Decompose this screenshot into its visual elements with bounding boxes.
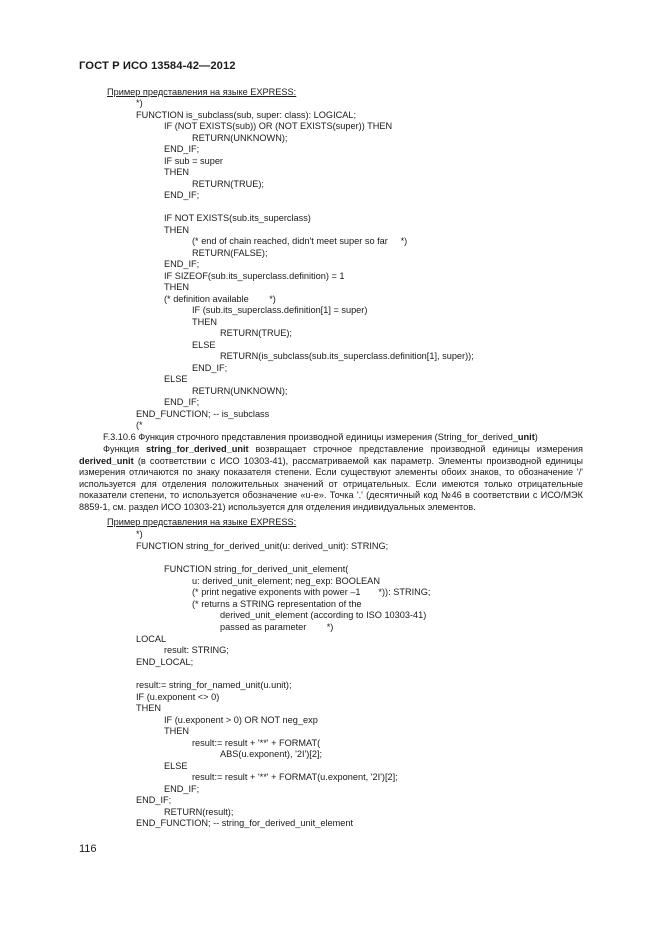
code-line: RETURN(is_subclass(sub.its_superclass.definition[1], super));	[220, 351, 474, 361]
code-line: (* print negative exponents with power –1 *)): STRING;	[192, 587, 431, 597]
parameter-name: derived_unit	[79, 455, 134, 466]
section-heading-bold: unit	[517, 432, 535, 442]
code-line: (* end of chain reached, didn't meet super so far *)	[192, 236, 408, 246]
code-line: *)	[136, 98, 143, 108]
code-line: IF (u.exponent <> 0)	[136, 692, 220, 702]
code-line: END_LOCAL;	[136, 657, 194, 667]
code-line: END_IF;	[164, 259, 200, 269]
code-line: THEN	[164, 726, 190, 736]
code-line: END_IF;	[164, 397, 200, 407]
example-label: Пример представления на языке EXPRESS:	[107, 517, 297, 527]
example-label: Пример представления на языке EXPRESS:	[107, 87, 297, 97]
code-line: (* returns a STRING representation of the	[192, 599, 362, 609]
code-line: THEN	[164, 167, 190, 177]
code-line: END_FUNCTION; -- string_for_derived_unit_element	[136, 818, 354, 828]
section-heading-close: )	[534, 432, 538, 442]
code-line: result: STRING;	[164, 645, 229, 655]
code-line: IF (NOT EXISTS(sub)) OR (NOT EXISTS(super)) THEN	[164, 121, 393, 131]
function-name: string_for_derived_unit	[145, 444, 249, 454]
code-line: RETURN(TRUE);	[220, 328, 292, 338]
code-line: FUNCTION string_for_derived_unit(u: derived_unit): STRING;	[136, 541, 389, 551]
code-line: END_IF;	[192, 363, 228, 373]
code-line: ABS(u.exponent), '2I')[2];	[220, 749, 323, 759]
code-line: THEN	[136, 703, 162, 713]
code-line: IF NOT EXISTS(sub.its_superclass)	[164, 213, 311, 223]
code-line: *)	[136, 529, 143, 539]
code-line: ELSE	[192, 340, 216, 350]
code-line: result:= result + '**' + FORMAT(u.exponent, '2I')[2];	[192, 772, 398, 782]
code-line: passed as parameter *)	[220, 622, 334, 632]
code-line: RETURN(UNKNOWN);	[192, 133, 288, 143]
paragraph-rest: (в соответствии с ИСО 10303-41), рассматриваемой как параметр. Элементы производной единицы измерения отличаются по знаку показателя степени. Если существуют элементы обоих знаков, то обозначение '/' используется для отделения положительных значений от отрицательных. Если имеются только отрицательные показатели степени, то используется обозначение «u-e». Точка '.' (десятичный код №46 в соответствии с ИСО/МЭК 8859-1, см. раздел ИСО 10303-21) используется для отделения индивидуальных элементов.	[79, 455, 583, 512]
code-line: ELSE	[164, 374, 188, 384]
page-number: 116	[79, 843, 97, 855]
code-line: result:= result + '**' + FORMAT(	[192, 738, 321, 748]
code-line: result:= string_for_named_unit(u.unit);	[136, 680, 292, 690]
paragraph-mid: возвращает строчное представление производной единицы измерения	[248, 444, 583, 454]
document-header: ГОСТ Р ИСО 13584-42—2012	[79, 60, 236, 72]
code-line: RETURN(TRUE);	[192, 179, 264, 189]
code-line: (* definition available *)	[164, 294, 276, 304]
code-line: (*	[136, 420, 143, 430]
code-line: RETURN(FALSE);	[192, 248, 268, 258]
section-heading-text: F.3.10.6 Функция строчного представления производной единицы измерения (String_for_derived_	[103, 432, 518, 442]
section-heading	[79, 432, 583, 444]
code-line: END_IF;	[164, 144, 200, 154]
code-line: END_IF;	[164, 190, 200, 200]
section-paragraph	[79, 444, 583, 513]
code-line: LOCAL	[136, 634, 167, 644]
paragraph-start: Функция	[103, 444, 146, 454]
code-line: FUNCTION string_for_derived_unit_element(	[164, 564, 349, 574]
code-line: RETURN(UNKNOWN);	[192, 386, 288, 396]
code-line: END_FUNCTION; -- is_subclass	[136, 409, 270, 419]
code-line: THEN	[192, 317, 218, 327]
code-line: THEN	[164, 282, 190, 292]
code-line: THEN	[164, 225, 190, 235]
code-line: u: derived_unit_element; neg_exp: BOOLEAN	[192, 576, 380, 586]
code-line: IF sub = super	[164, 156, 223, 166]
code-line: derived_unit_element (according to ISO 10303-41)	[220, 610, 427, 620]
code-line: ELSE	[164, 761, 188, 771]
code-line: IF (sub.its_superclass.definition[1] = super)	[192, 305, 368, 315]
code-line: FUNCTION is_subclass(sub, super: class): LOGICAL;	[136, 110, 357, 120]
code-line: END_IF;	[136, 795, 172, 805]
code-line: IF SIZEOF(sub.its_superclass.definition) = 1	[164, 271, 345, 281]
code-line: RETURN(result);	[164, 807, 234, 817]
code-line: END_IF;	[164, 784, 200, 794]
code-line: IF (u.exponent > 0) OR NOT neg_exp	[164, 715, 318, 725]
